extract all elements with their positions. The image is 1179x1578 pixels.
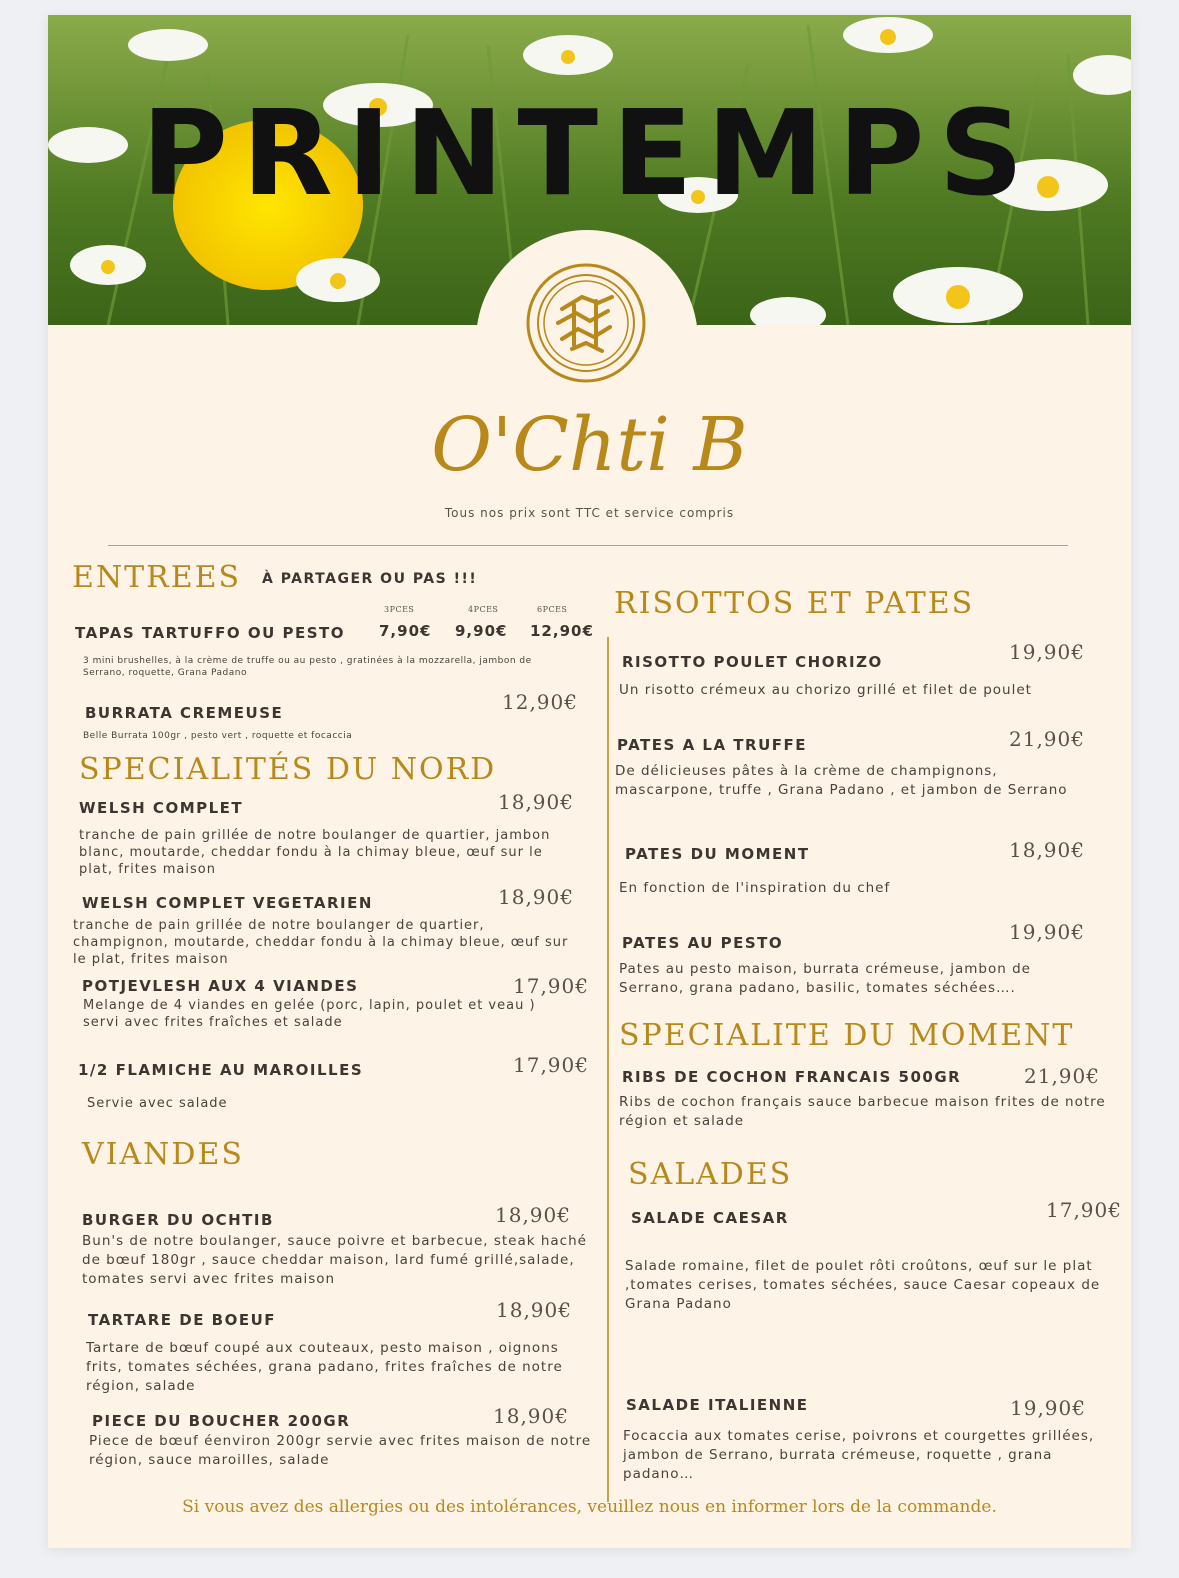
tagline: Tous nos prix sont TTC et service compris [444,506,735,520]
price-ribs: 21,90€ [1024,1064,1100,1088]
price-pates-truffe: 21,90€ [1009,727,1085,751]
section-nord: SPECIALITÉS DU NORD [79,752,497,787]
dish-welsh-veg: WELSH COMPLET VEGETARIEN [82,894,373,912]
price-italienne: 19,90€ [1010,1396,1086,1420]
dish-caesar: SALADE CAESAR [631,1209,789,1227]
dish-risotto: RISOTTO POULET CHORIZO [622,653,883,671]
restaurant-logo-emblem [524,261,648,385]
desc-tartare: Tartare de bœuf coupé aux couteaux, pesto maison , oignons frits, tomates séchées, grana padano, frites fraîches de notre région, salade [86,1340,563,1394]
section-entrees: ENTREES [72,560,242,595]
section-risottos: RISOTTOS ET PATES [614,586,975,621]
menu-page [48,15,1131,1548]
dish-pates-pesto: PATES AU PESTO [622,934,784,952]
price-burrata: 12,90€ [502,690,578,714]
section-salades: SALADES [628,1157,793,1192]
desc-piece-boucher: Piece de bœuf éenviron 200gr servie avec frites maison de notre région, sauce maroilles, salade [89,1433,592,1468]
price-burger: 18,90€ [495,1203,571,1227]
price-potjevlesh: 17,90€ [513,974,589,998]
desc-ribs: Ribs de cochon français sauce barbecue maison frites de notre région et salade [619,1094,1106,1129]
section-viandes: VIANDES [82,1137,244,1172]
price-pates-pesto: 19,90€ [1009,920,1085,944]
desc-burger: Bun's de notre boulanger, sauce poivre et barbecue, steak haché de bœuf 180gr , sauce cheddar maison, lard fumé grillé,salade, tomates servi avec frites maison [82,1233,587,1287]
tapas-label-4: 4PCES [468,605,499,614]
burrata-desc: Belle Burrata 100gr , pesto vert , roquette et focaccia [83,731,353,741]
dish-ribs: RIBS DE COCHON FRANCAIS 500GR [622,1068,962,1086]
tapas-label-3: 3PCES [384,605,415,614]
section-moment: SPECIALITE DU MOMENT [619,1018,1075,1053]
tapas-price-3: 7,90€ [379,622,432,640]
desc-italienne: Focaccia aux tomates cerise, poivrons et courgettes grillées, jambon de Serrano, burrata crémeuse, roquette , grana padano… [623,1428,1095,1482]
price-welsh: 18,90€ [498,790,574,814]
hero-title: PRINTEMPS [141,84,1038,222]
desc-risotto: Un risotto crémeux au chorizo grillé et filet de poulet [619,682,1032,698]
price-tartare: 18,90€ [496,1298,572,1322]
price-risotto: 19,90€ [1009,640,1085,664]
dish-tartare: TARTARE DE BOEUF [88,1311,277,1329]
tapas-desc: 3 mini brushelles, à la crème de truffe ou au pesto , gratinées à la mozzarella, jambon de Serrano, roquette, Grana Padano [83,656,532,678]
dish-pates-moment: PATES DU MOMENT [625,845,810,863]
divider [108,545,1068,546]
share-note: À PARTAGER OU PAS !!! [262,571,478,587]
price-flamiche: 17,90€ [513,1053,589,1077]
tapas-price-4: 9,90€ [455,622,508,640]
dish-piece-boucher: PIECE DU BOUCHER 200GR [92,1412,351,1430]
dish-italienne: SALADE ITALIENNE [626,1396,809,1414]
column-divider [607,637,609,1502]
desc-pates-pesto: Pates au pesto maison, burrata crémeuse, jambon de Serrano, grana padano, basilic, tomates séchées…. [619,961,1031,996]
dish-burger: BURGER DU OCHTIB [82,1211,274,1229]
brand-name: O'Chti B [431,402,748,488]
desc-pates-truffe: De délicieuses pâtes à la crème de champignons, mascarpone, truffe , Grana Padano , et jambon de Serrano [615,763,1068,798]
dish-pates-truffe: PATES A LA TRUFFE [617,736,807,754]
desc-welsh-veg: tranche de pain grillée de notre boulanger de quartier, champignon, moutarde, cheddar fondu à la chimay bleue, œuf sur le plat, frites maison [73,918,569,967]
tapas-price-6: 12,90€ [530,622,594,640]
desc-caesar: Salade romaine, filet de poulet rôti croûtons, œuf sur le plat ,tomates cerises, tomates séchées, sauce Caesar copeaux de Grana Padano [625,1258,1101,1312]
dish-potjevlesh: POTJEVLESH AUX 4 VIANDES [82,977,359,995]
dish-burrata: BURRATA CREMEUSE [85,704,284,722]
dish-flamiche: 1/2 FLAMICHE AU MAROILLES [78,1061,364,1079]
allergy-note: Si vous avez des allergies ou des intolérances, veuillez nous en informer lors de la commande. [182,1497,997,1517]
desc-pates-moment: En fonction de l'inspiration du chef [619,880,891,896]
price-welsh-veg: 18,90€ [498,885,574,909]
tapas-label-6: 6PCES [537,605,568,614]
desc-flamiche: Servie avec salade [87,1096,228,1111]
price-piece-boucher: 18,90€ [493,1404,569,1428]
price-pates-moment: 18,90€ [1009,838,1085,862]
price-caesar: 17,90€ [1046,1198,1122,1222]
dish-welsh: WELSH COMPLET [79,799,244,817]
desc-welsh: tranche de pain grillée de notre boulanger de quartier, jambon blanc, moutarde, cheddar fondu à la chimay bleue, œuf sur le plat, frites maison [79,828,551,877]
desc-potjevlesh: Melange de 4 viandes en gelée (porc, lapin, poulet et veau ) servi avec frites fraîches et salade [83,998,536,1030]
dish-tapas: TAPAS TARTUFFO OU PESTO [75,624,346,642]
